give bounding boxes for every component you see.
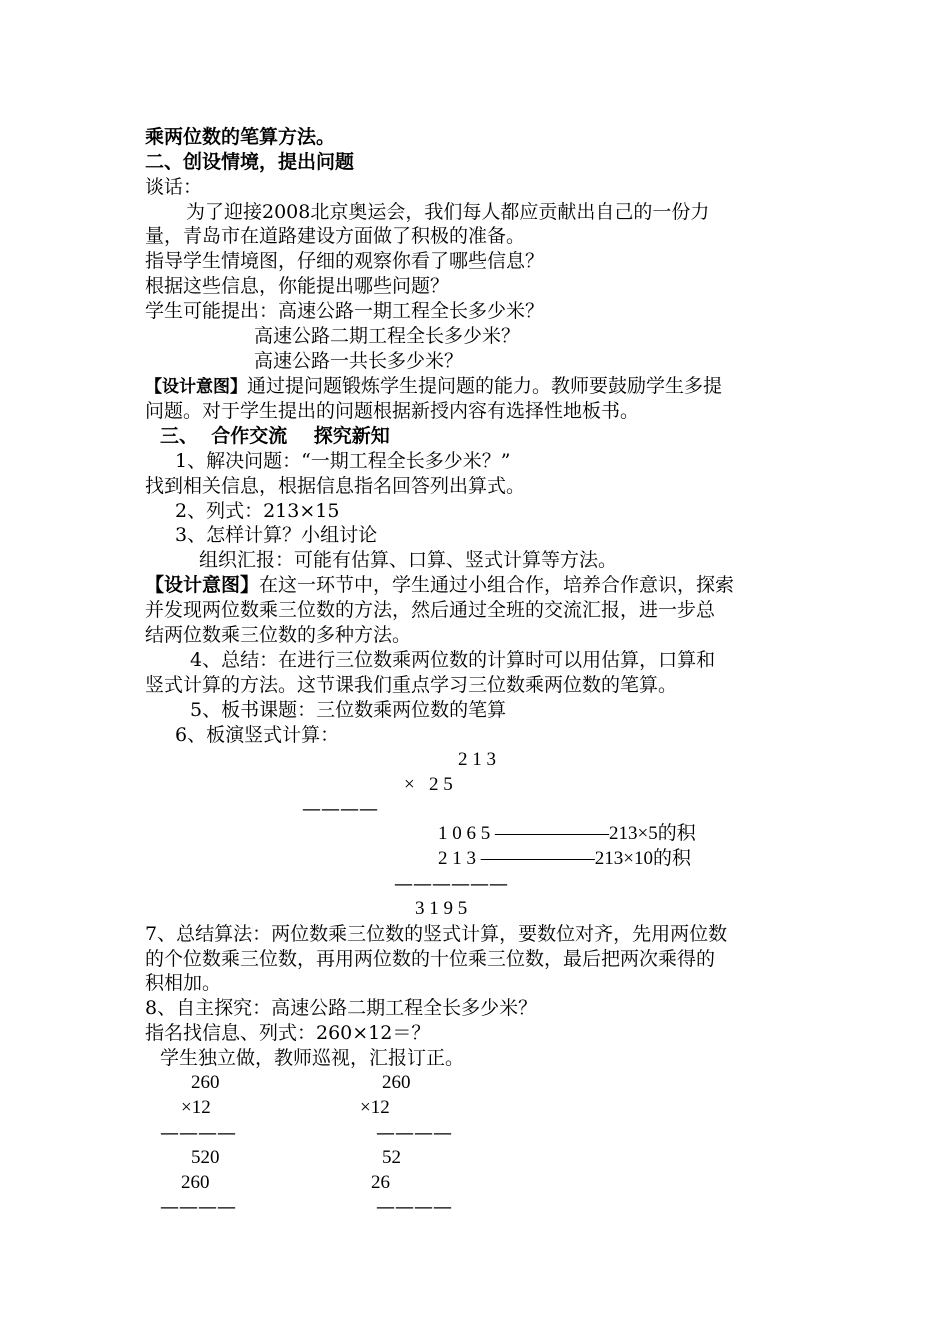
- calc-b-rule: ————: [376, 1122, 452, 1144]
- paragraph-line: 指导学生情境图，仔细的观察你看了哪些信息？: [145, 250, 545, 272]
- paragraph-line: 高速公路一共长多少米？: [254, 350, 464, 372]
- calc-b-multiplier: ×12: [360, 1097, 390, 1118]
- paragraph-line: 1、解决问题：“一期工程全长多少米？”: [175, 450, 511, 472]
- calc-a-rule: ————: [160, 1196, 236, 1218]
- heading-section-2: 二、创设情境，提出问题: [145, 151, 355, 173]
- paragraph-line: 为了迎接2008北京奥运会，我们每人都应贡献出自己的一份力: [186, 201, 710, 223]
- paragraph-line: 的个位数乘三位数，再用两位数的十位乘三位数，最后把两次乘得的: [145, 948, 716, 970]
- calc-b-multiplicand: 260: [382, 1072, 411, 1093]
- calc-a-partial-2: 260: [181, 1172, 210, 1193]
- paragraph-line: 指名找信息、列式：260×12＝？: [145, 1022, 431, 1044]
- paragraph-line: 竖式计算的方法。这节课我们重点学习三位数乘两位数的笔算。: [145, 674, 678, 696]
- paragraph-line: 结两位数乘三位数的多种方法。: [145, 624, 412, 646]
- paragraph-line: 量，青岛市在道路建设方面做了积极的准备。: [145, 225, 526, 247]
- line-talk: 谈话：: [145, 176, 203, 198]
- heading-section-3: 三、 合作交流 探究新知: [160, 425, 390, 447]
- calc-a-rule: ————: [160, 1122, 236, 1144]
- design-intent-text: 通过提问题锻炼学生提问题的能力。教师要鼓励学生多提: [247, 375, 723, 397]
- design-intent-line: [145, 374, 722, 399]
- calc-a-partial-1: 520: [191, 1147, 220, 1168]
- paragraph-line: 问题。对于学生提出的问题根据新授内容有选择性地板书。: [145, 400, 640, 422]
- paragraph-line: 4、总结：在进行三位数乘两位数的计算时可以用估算，口算和: [190, 649, 716, 671]
- calc-result: 3 1 9 5: [415, 898, 468, 919]
- paragraph-line: 学生独立做，教师巡视，汇报订正。: [160, 1047, 465, 1069]
- calc-rule: ——————: [394, 873, 508, 895]
- calc-b-partial-1: 52: [382, 1147, 401, 1168]
- paragraph-line: 2、列式：213×15: [175, 500, 340, 522]
- paragraph-line: 3、怎样计算？小组讨论: [175, 524, 378, 546]
- design-intent-text: 在这一环节中，学生通过小组合作，培养合作意识，探索: [259, 574, 735, 596]
- calc-multiplier: × 2 5: [404, 774, 453, 795]
- calc-a-multiplicand: 260: [191, 1072, 220, 1093]
- paragraph-line: 学生可能提出：高速公路一期工程全长多少米？: [145, 300, 545, 322]
- line-section-end: 乘两位数的笔算方法。: [145, 126, 336, 148]
- calc-a-multiplier: ×12: [181, 1097, 211, 1118]
- paragraph-line: 组织汇报：可能有估算、口算、竖式计算等方法。: [199, 549, 618, 571]
- paragraph-line: 5、板书课题：三位数乘两位数的笔算: [190, 699, 507, 721]
- paragraph-line: 6、板演竖式计算：: [175, 724, 340, 746]
- calc-partial-2: 2 1 3 ——————213×10的积: [438, 848, 691, 869]
- paragraph-line: 根据这些信息，你能提出哪些问题？: [145, 275, 450, 297]
- calc-rule: ————: [302, 798, 378, 820]
- paragraph-line: 8、自主探究：高速公路二期工程全长多少米？: [145, 997, 538, 1019]
- paragraph-line: 高速公路二期工程全长多少米？: [254, 325, 521, 347]
- calc-partial-1: 1 0 6 5 ——————213×5的积: [438, 823, 696, 844]
- design-intent-line: [145, 573, 734, 597]
- paragraph-line: 找到相关信息，根据信息指名回答列出算式。: [145, 475, 526, 497]
- calc-b-rule: ————: [376, 1196, 452, 1218]
- paragraph-line: 7、总结算法：两位数乘三位数的竖式计算，要数位对齐，先用两位数: [145, 923, 728, 945]
- calc-multiplicand: 2 1 3: [458, 749, 496, 770]
- calc-b-partial-2: 26: [371, 1172, 390, 1193]
- design-intent-tag: 【设计意图】: [145, 574, 260, 596]
- paragraph-line: 积相加。: [145, 972, 222, 994]
- paragraph-line: 并发现两位数乘三位数的方法，然后通过全班的交流汇报，进一步总: [145, 599, 716, 621]
- design-intent-tag: 【设计意图】: [145, 377, 247, 397]
